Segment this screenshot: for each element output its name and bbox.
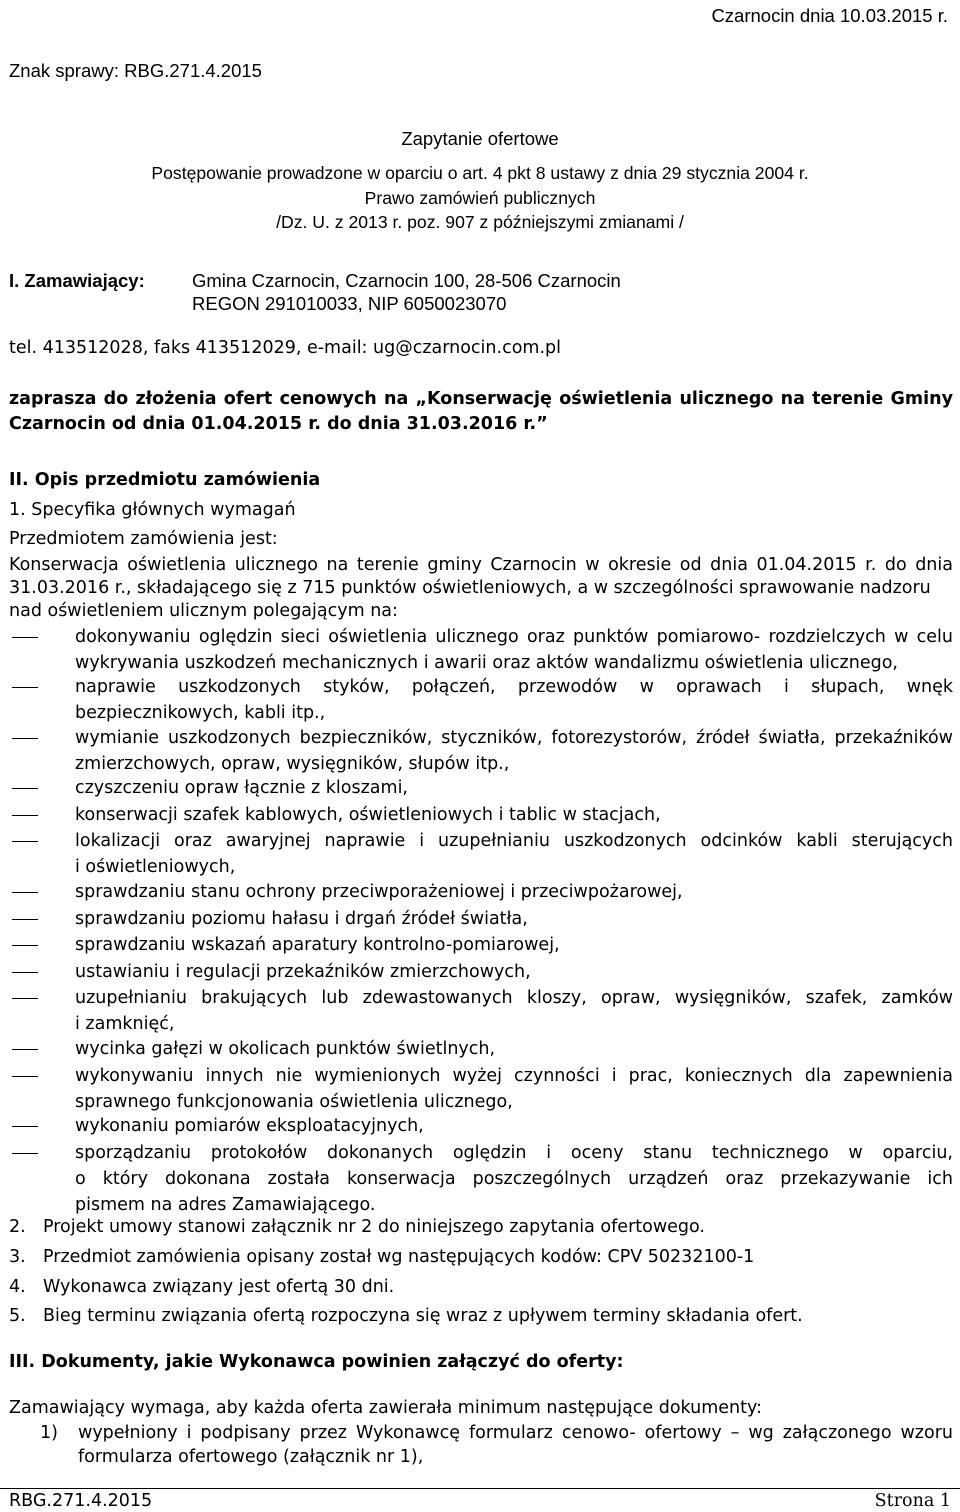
buyer-heading: I. Zamawiający: <box>9 270 145 291</box>
item-text: Projekt umowy stanowi załącznik nr 2 do niniejszego zapytania ofertowego. <box>43 1217 705 1237</box>
list-item <box>75 775 953 801</box>
item-number: 5. <box>9 1306 26 1326</box>
list-item-line: sporządzaniu protokołów dokonanych oględzin i oceny stanu technicznego w oparciu, <box>75 1143 953 1163</box>
buyer-contact: tel. 413512028, faks 413512029, e-mail: ug@czarnocin.com.pl <box>9 338 561 358</box>
list-item <box>75 1113 953 1139</box>
document-item-number: 1) <box>40 1423 58 1443</box>
section-3-heading: III. Dokumenty, jakie Wykonawca powinien załączyć do oferty: <box>9 1352 624 1372</box>
list-item-line: sprawdzaniu poziomu hałasu i drgań źródeł światła, <box>75 909 528 929</box>
list-dash-icon <box>12 637 38 638</box>
document-title: Zapytanie ofertowe <box>401 128 559 149</box>
list-item <box>75 1140 953 1218</box>
subject-line-1: Konserwacja oświetlenia ulicznego na terenie gminy Czarnocin w okresie od dnia 01.04.2015 r. do dnia <box>9 555 953 575</box>
buyer-address: Gmina Czarnocin, Czarnocin 100, 28-506 Czarnocin <box>192 270 621 291</box>
list-item-line: uzupełnianiu brakujących lub zdewastowanych kloszy, opraw, wysięgników, szafek, zamków <box>75 988 953 1008</box>
list-item-line: lokalizacji oraz awaryjnej naprawie i uzupełnianiu uszkodzonych odcinków kabli sterujących <box>75 831 953 851</box>
subject-line-2-rest: , składającego się z 715 punktów oświetleniowych, a w szczególności sprawowanie nadzoru <box>125 578 931 598</box>
list-item-line: wycinka gałęzi w okolicach punktów świetlnych, <box>75 1039 496 1059</box>
list-item-line: i zamknięć, <box>75 1014 175 1034</box>
list-dash-icon <box>12 815 38 816</box>
list-item-line: sprawdzaniu stanu ochrony przeciwporażeniowej i przeciwpożarowej, <box>75 882 683 902</box>
list-item-line: bezpiecznikowych, kabli itp., <box>75 703 326 723</box>
list-item <box>75 985 953 1037</box>
list-item-line: wymianie uszkodzonych bezpieczników, styczników, fotorezystorów, źródeł światła, przekaźników <box>75 728 953 748</box>
buyer-label <box>9 270 145 292</box>
list-item <box>75 802 953 828</box>
list-item <box>75 959 953 985</box>
list-dash-icon <box>12 1153 38 1154</box>
section-2-heading: II. Opis przedmiotu zamówienia <box>9 470 321 490</box>
footer-page-number: Strona 1 <box>874 1491 951 1511</box>
footer-divider <box>0 1488 960 1489</box>
list-item <box>75 932 953 958</box>
list-dash-icon <box>12 998 38 999</box>
list-item-line: wykonywaniu innych nie wymienionych wyżej czynności i prac, koniecznych dla zapewnienia <box>75 1066 953 1086</box>
subject-line-2 <box>9 578 931 599</box>
list-item-line: wykonaniu pomiarów eksploatacyjnych, <box>75 1116 424 1136</box>
item-text: Bieg terminu związania ofertą rozpoczyna się wraz z upływem terminy składania ofert. <box>43 1306 803 1326</box>
list-item <box>75 1063 953 1115</box>
list-item <box>75 1036 953 1062</box>
list-item-line: wykrywania uszkodzeń mechanicznych i awarii oraz aktów wandalizmu oświetlenia ulicznego, <box>75 653 898 673</box>
list-dash-icon <box>12 1126 38 1127</box>
subject-line-3: nad oświetleniem ulicznym polegającym na: <box>9 601 398 621</box>
list-item <box>75 624 953 676</box>
item-number: 4. <box>9 1277 26 1297</box>
list-dash-icon <box>12 972 38 973</box>
list-dash-icon <box>12 1076 38 1077</box>
list-dash-icon <box>12 945 38 946</box>
footer-reference: RBG.271.4.2015 <box>9 1491 153 1511</box>
list-item-line: dokonywaniu oględzin sieci oświetlenia ulicznego oraz punktów pomiarowo- rozdzielczych w celu <box>75 627 953 647</box>
section-2-sub-1: 1. Specyfika głównych wymagań <box>9 500 296 520</box>
list-item <box>75 674 953 726</box>
item-text: Wykonawca związany jest ofertą 30 dni. <box>43 1277 395 1297</box>
case-reference: Znak sprawy: RBG.271.4.2015 <box>9 60 262 81</box>
list-dash-icon <box>12 841 38 842</box>
item-text: Przedmiot zamówienia opisany został wg następujących kodów: CPV 50232100-1 <box>43 1247 755 1267</box>
document-item-line-1: wypełniony i podpisany przez Wykonawcę formularz cenowo- ofertowy – wg załączonego wzoru <box>78 1423 953 1443</box>
list-item <box>75 725 953 777</box>
list-item-line: czyszczeniu opraw łącznie z kloszami, <box>75 778 408 798</box>
subject-intro: Przedmiotem zamówienia jest: <box>9 529 278 549</box>
list-dash-icon <box>12 1049 38 1050</box>
list-item <box>75 879 953 905</box>
list-item-line: naprawie uszkodzonych styków, połączeń, przewodów w oprawach i słupach, wnęk <box>75 677 953 697</box>
legal-basis-line-2: Prawo zamówień publicznych <box>364 188 596 208</box>
list-item-line: pismem na adres Zamawiającego. <box>75 1195 376 1215</box>
list-item-line: i oświetleniowych, <box>75 857 236 877</box>
invitation-line-2: Czarnocin od dnia 01.04.2015 r. do dnia 31.03.2016 r.” <box>9 414 548 434</box>
buyer-ids: REGON 291010033, NIP 6050023070 <box>192 293 507 314</box>
list-item-line: ustawianiu i regulacji przekaźników zmierzchowych, <box>75 962 531 982</box>
section-3-intro: Zamawiający wymaga, aby każda oferta zawierała minimum następujące dokumenty: <box>9 1398 762 1418</box>
list-dash-icon <box>12 919 38 920</box>
subject-end-date: 31.03.2016 r. <box>9 578 126 598</box>
invitation-line-1: zaprasza do złożenia ofert cenowych na „Konserwację oświetlenia ulicznego na terenie Gminy <box>9 389 953 409</box>
item-number: 2. <box>9 1217 26 1237</box>
list-item-line: sprawdzaniu wskazań aparatury kontrolno-pomiarowej, <box>75 935 560 955</box>
list-dash-icon <box>12 687 38 688</box>
place-date: Czarnocin dnia 10.03.2015 r. <box>711 5 948 26</box>
list-item <box>75 828 953 880</box>
legal-basis-line-1: Postępowanie prowadzone w oparciu o art. 4 pkt 8 ustawy z dnia 29 stycznia 2004 r. <box>151 163 809 183</box>
list-dash-icon <box>12 892 38 893</box>
list-item-line: o który dokonana została konserwacja poszczególnych urządzeń oraz przekazywanie ich <box>75 1169 953 1189</box>
list-item <box>75 906 953 932</box>
item-number: 3. <box>9 1247 26 1267</box>
list-dash-icon <box>12 788 38 789</box>
document-item-line-2: formularza ofertowego (załącznik nr 1), <box>78 1447 424 1467</box>
list-item-line: sprawnego funkcjonowania oświetlenia ulicznego, <box>75 1092 513 1112</box>
list-item-line: zmierzchowych, opraw, wysięgników, słupów itp., <box>75 754 510 774</box>
list-item-line: konserwacji szafek kablowych, oświetleniowych i tablic w stacjach, <box>75 805 661 825</box>
legal-basis-line-3: /Dz. U. z 2013 r. poz. 907 z późniejszymi zmianami / <box>276 212 684 232</box>
list-dash-icon <box>12 738 38 739</box>
